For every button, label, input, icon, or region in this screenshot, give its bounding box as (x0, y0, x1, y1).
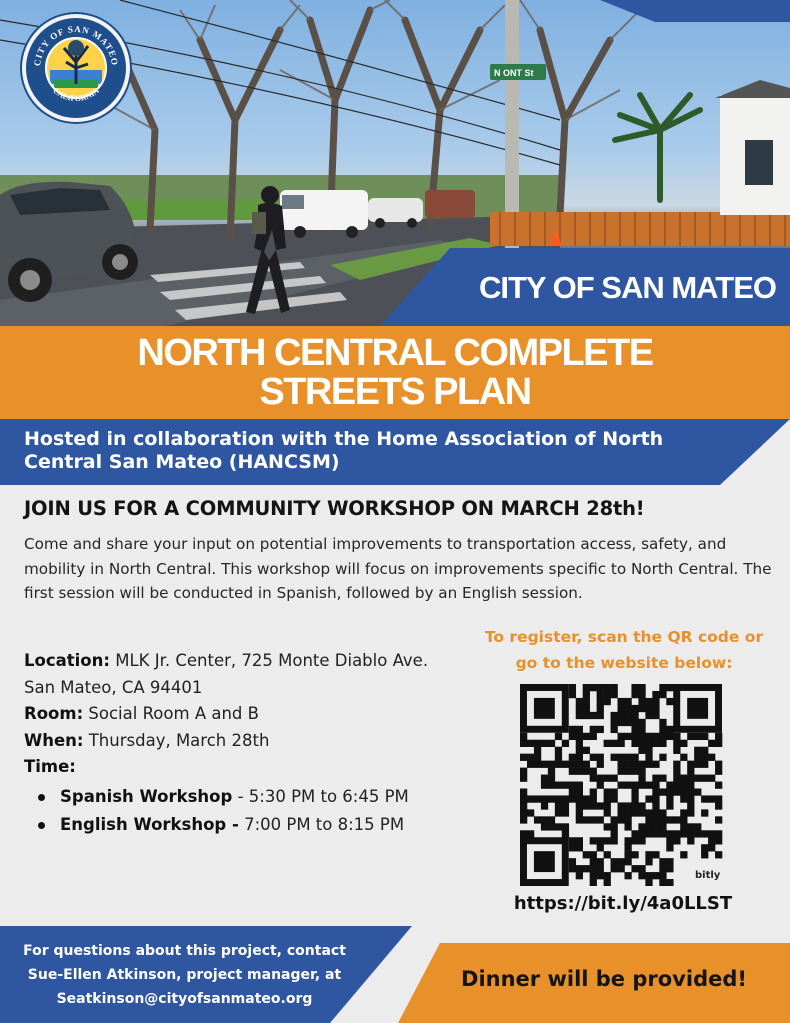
location-line2: San Mateo, CA 94401 (24, 677, 203, 697)
workshop-heading: JOIN US FOR A COMMUNITY WORKSHOP ON MARCH 28th! (24, 497, 645, 520)
hosted-band (0, 419, 790, 485)
dinner-band (398, 943, 790, 1023)
contact-email-link[interactable]: Seatkinson@cityofsanmateo.org (56, 991, 313, 1007)
event-details (24, 648, 494, 839)
plan-title-line2: STREETS PLAN (259, 371, 531, 413)
svg-text:CITY OF SAN MATEO: CITY OF SAN MATEO (31, 23, 121, 67)
room-value: Social Room A and B (83, 704, 259, 723)
location-row (24, 648, 494, 675)
list-item (24, 811, 494, 839)
session-label: English Workshop - (60, 814, 239, 834)
register-url-link[interactable]: https://bit.ly/4a0LLST (513, 893, 733, 914)
when-row (24, 728, 494, 755)
register-line2: go to the website below: (515, 654, 733, 672)
contact-line1: For questions about this project, contact (23, 943, 346, 959)
room-row (24, 701, 494, 728)
city-name: CITY OF SAN MATEO (478, 270, 776, 305)
contact-text (12, 939, 357, 1011)
corner-accent (0, 0, 790, 40)
svg-text:N ONT St: N ONT St (494, 68, 534, 78)
when-label: When: (24, 730, 84, 750)
plan-title-line1: NORTH CENTRAL COMPLETE (137, 332, 653, 374)
time-label: Time: (24, 757, 76, 776)
workshop-description: Come and share your input on potential improvements to transportation access, safety, and mobility in North Central. This workshop will focus on improvements specific to North Central. The first session will be conducted in Spanish, followed by an English session. (24, 535, 772, 602)
plan-title (0, 326, 790, 419)
session-list (24, 783, 494, 839)
register-instructions (474, 624, 774, 676)
list-item (24, 783, 494, 811)
session-time: - 5:30 PM to 6:45 PM (232, 786, 409, 806)
room-label: Room: (24, 704, 84, 723)
when-value: Thursday, March 28th (83, 730, 270, 750)
qr-code-icon[interactable] (520, 684, 730, 886)
hosted-text: Hosted in collaboration with the Home Association of North Central San Mateo (HANCSM) (24, 428, 664, 473)
dinner-notice: Dinner will be provided! (461, 967, 747, 991)
contact-line2: Sue-Ellen Atkinson, project manager, at (27, 967, 342, 983)
contact-band (0, 926, 420, 1023)
session-label: Spanish Workshop (60, 786, 233, 806)
time-row (24, 754, 494, 781)
bitly-brand: bitly (695, 870, 721, 881)
register-line1: To register, scan the QR code or (484, 628, 764, 646)
svg-text:CALIFORNIA: CALIFORNIA (51, 85, 101, 104)
location-label: Location: (24, 651, 110, 670)
location-value: MLK Jr. Center, 725 Monte Diablo Ave. (110, 651, 429, 670)
session-time: 7:00 PM to 8:15 PM (238, 814, 405, 834)
